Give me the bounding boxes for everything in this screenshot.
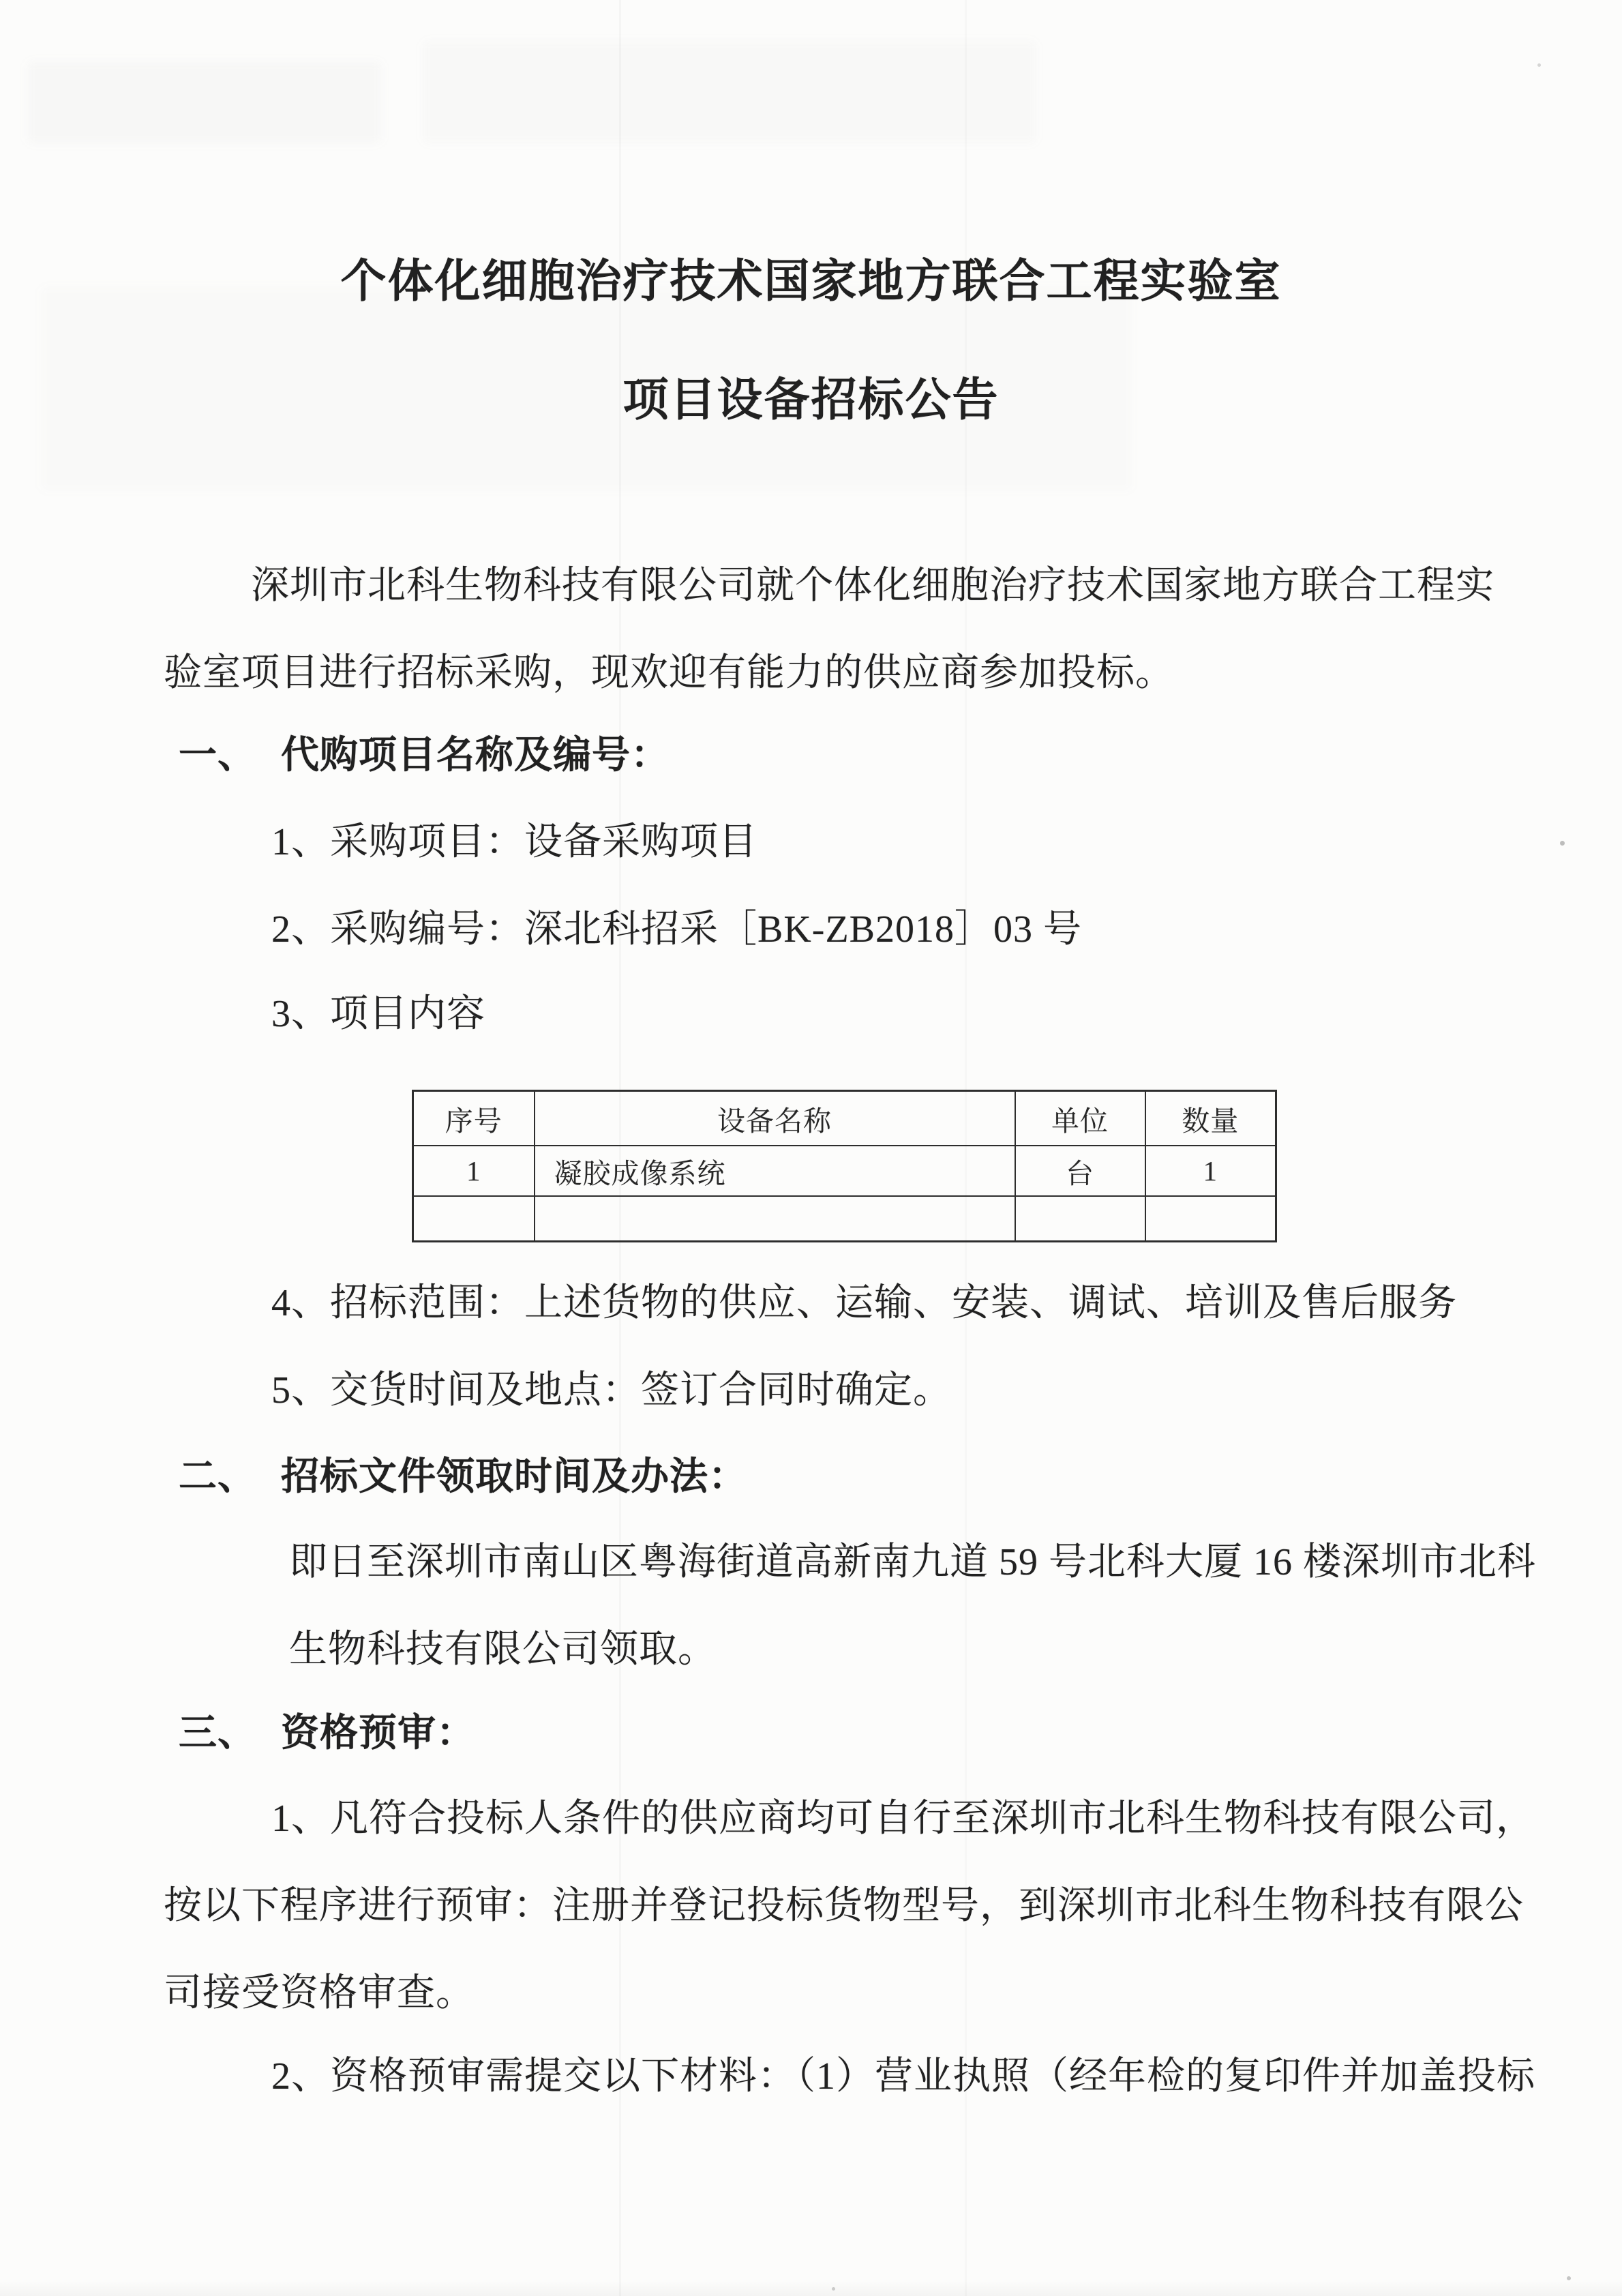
document-title-line1: 个体化细胞治疗技术国家地方联合工程实验室 — [340, 256, 1282, 307]
table-header-quantity: 数量 — [1145, 1091, 1276, 1146]
section1-number: 一、 — [179, 733, 256, 776]
section1-item1: 1、采购项目：设备采购项目 — [271, 821, 757, 863]
table-header-unit: 单位 — [1015, 1091, 1145, 1146]
scan-speck — [1537, 63, 1541, 67]
section3-line3: 司接受资格审查。 — [164, 1972, 475, 2014]
table-cell-unit: 台 — [1015, 1146, 1145, 1196]
scan-bleed-smudge — [423, 41, 1036, 143]
section1-heading-text: 代购项目名称及编号： — [281, 733, 670, 776]
table-cell-quantity — [1145, 1196, 1276, 1242]
table-header-name: 设备名称 — [535, 1091, 1015, 1146]
table-cell-name — [535, 1196, 1015, 1242]
section2-line2: 生物科技有限公司领取。 — [289, 1628, 717, 1671]
intro-paragraph-line2: 验室项目进行招标采购，现欢迎有能力的供应商参加投标。 — [164, 652, 1174, 694]
section1-item3: 3、项目内容 — [271, 993, 485, 1035]
table-row-empty — [413, 1196, 1276, 1242]
section2-heading — [179, 1452, 747, 1500]
table-row — [413, 1146, 1276, 1196]
table-cell-name: 凝胶成像系统 — [535, 1146, 1015, 1196]
equipment-table — [412, 1090, 1277, 1242]
section3-heading-text: 资格预审： — [281, 1711, 475, 1754]
section1-item5: 5、交货时间及地点：签订合同时确定。 — [271, 1369, 952, 1412]
scan-speck — [1560, 841, 1565, 846]
scan-speck — [1567, 2276, 1571, 2280]
document-title-line2: 项目设备招标公告 — [622, 375, 1000, 426]
section3-number: 三、 — [179, 1711, 256, 1754]
table-cell-quantity: 1 — [1145, 1146, 1276, 1196]
table-cell-unit — [1015, 1196, 1145, 1242]
section1-item2: 2、采购编号：深北科招采［BK-ZB2018］03 号 — [271, 908, 1082, 951]
section3-line1: 1、凡符合投标人条件的供应商均可自行至深圳市北科生物科技有限公司， — [271, 1798, 1535, 1840]
section3-line2: 按以下程序进行预审：注册并登记投标货物型号，到深圳市北科生物科技有限公 — [164, 1885, 1524, 1927]
section2-line1: 即日至深圳市南山区粤海街道高新南九道 59 号北科大厦 16 楼深圳市北科 — [289, 1541, 1536, 1583]
table-cell-index — [413, 1196, 535, 1242]
scan-edge-shadow — [0, 2281, 1622, 2296]
section3-line4: 2、资格预审需提交以下材料：（1）营业执照（经年检的复印件并加盖投标 — [271, 2055, 1535, 2098]
scan-bleed-smudge — [27, 61, 382, 143]
section3-heading — [179, 1709, 475, 1757]
table-header-row — [413, 1091, 1276, 1146]
table-cell-index: 1 — [413, 1146, 535, 1196]
section2-number: 二、 — [179, 1455, 256, 1497]
intro-paragraph-line1: 深圳市北科生物科技有限公司就个体化细胞治疗技术国家地方联合工程实 — [251, 565, 1495, 607]
section1-item4: 4、招标范围：上述货物的供应、运输、安装、调试、培训及售后服务 — [271, 1282, 1457, 1324]
table-header-index: 序号 — [413, 1091, 535, 1146]
section1-heading — [179, 731, 670, 779]
section2-heading-text: 招标文件领取时间及办法： — [281, 1455, 747, 1497]
